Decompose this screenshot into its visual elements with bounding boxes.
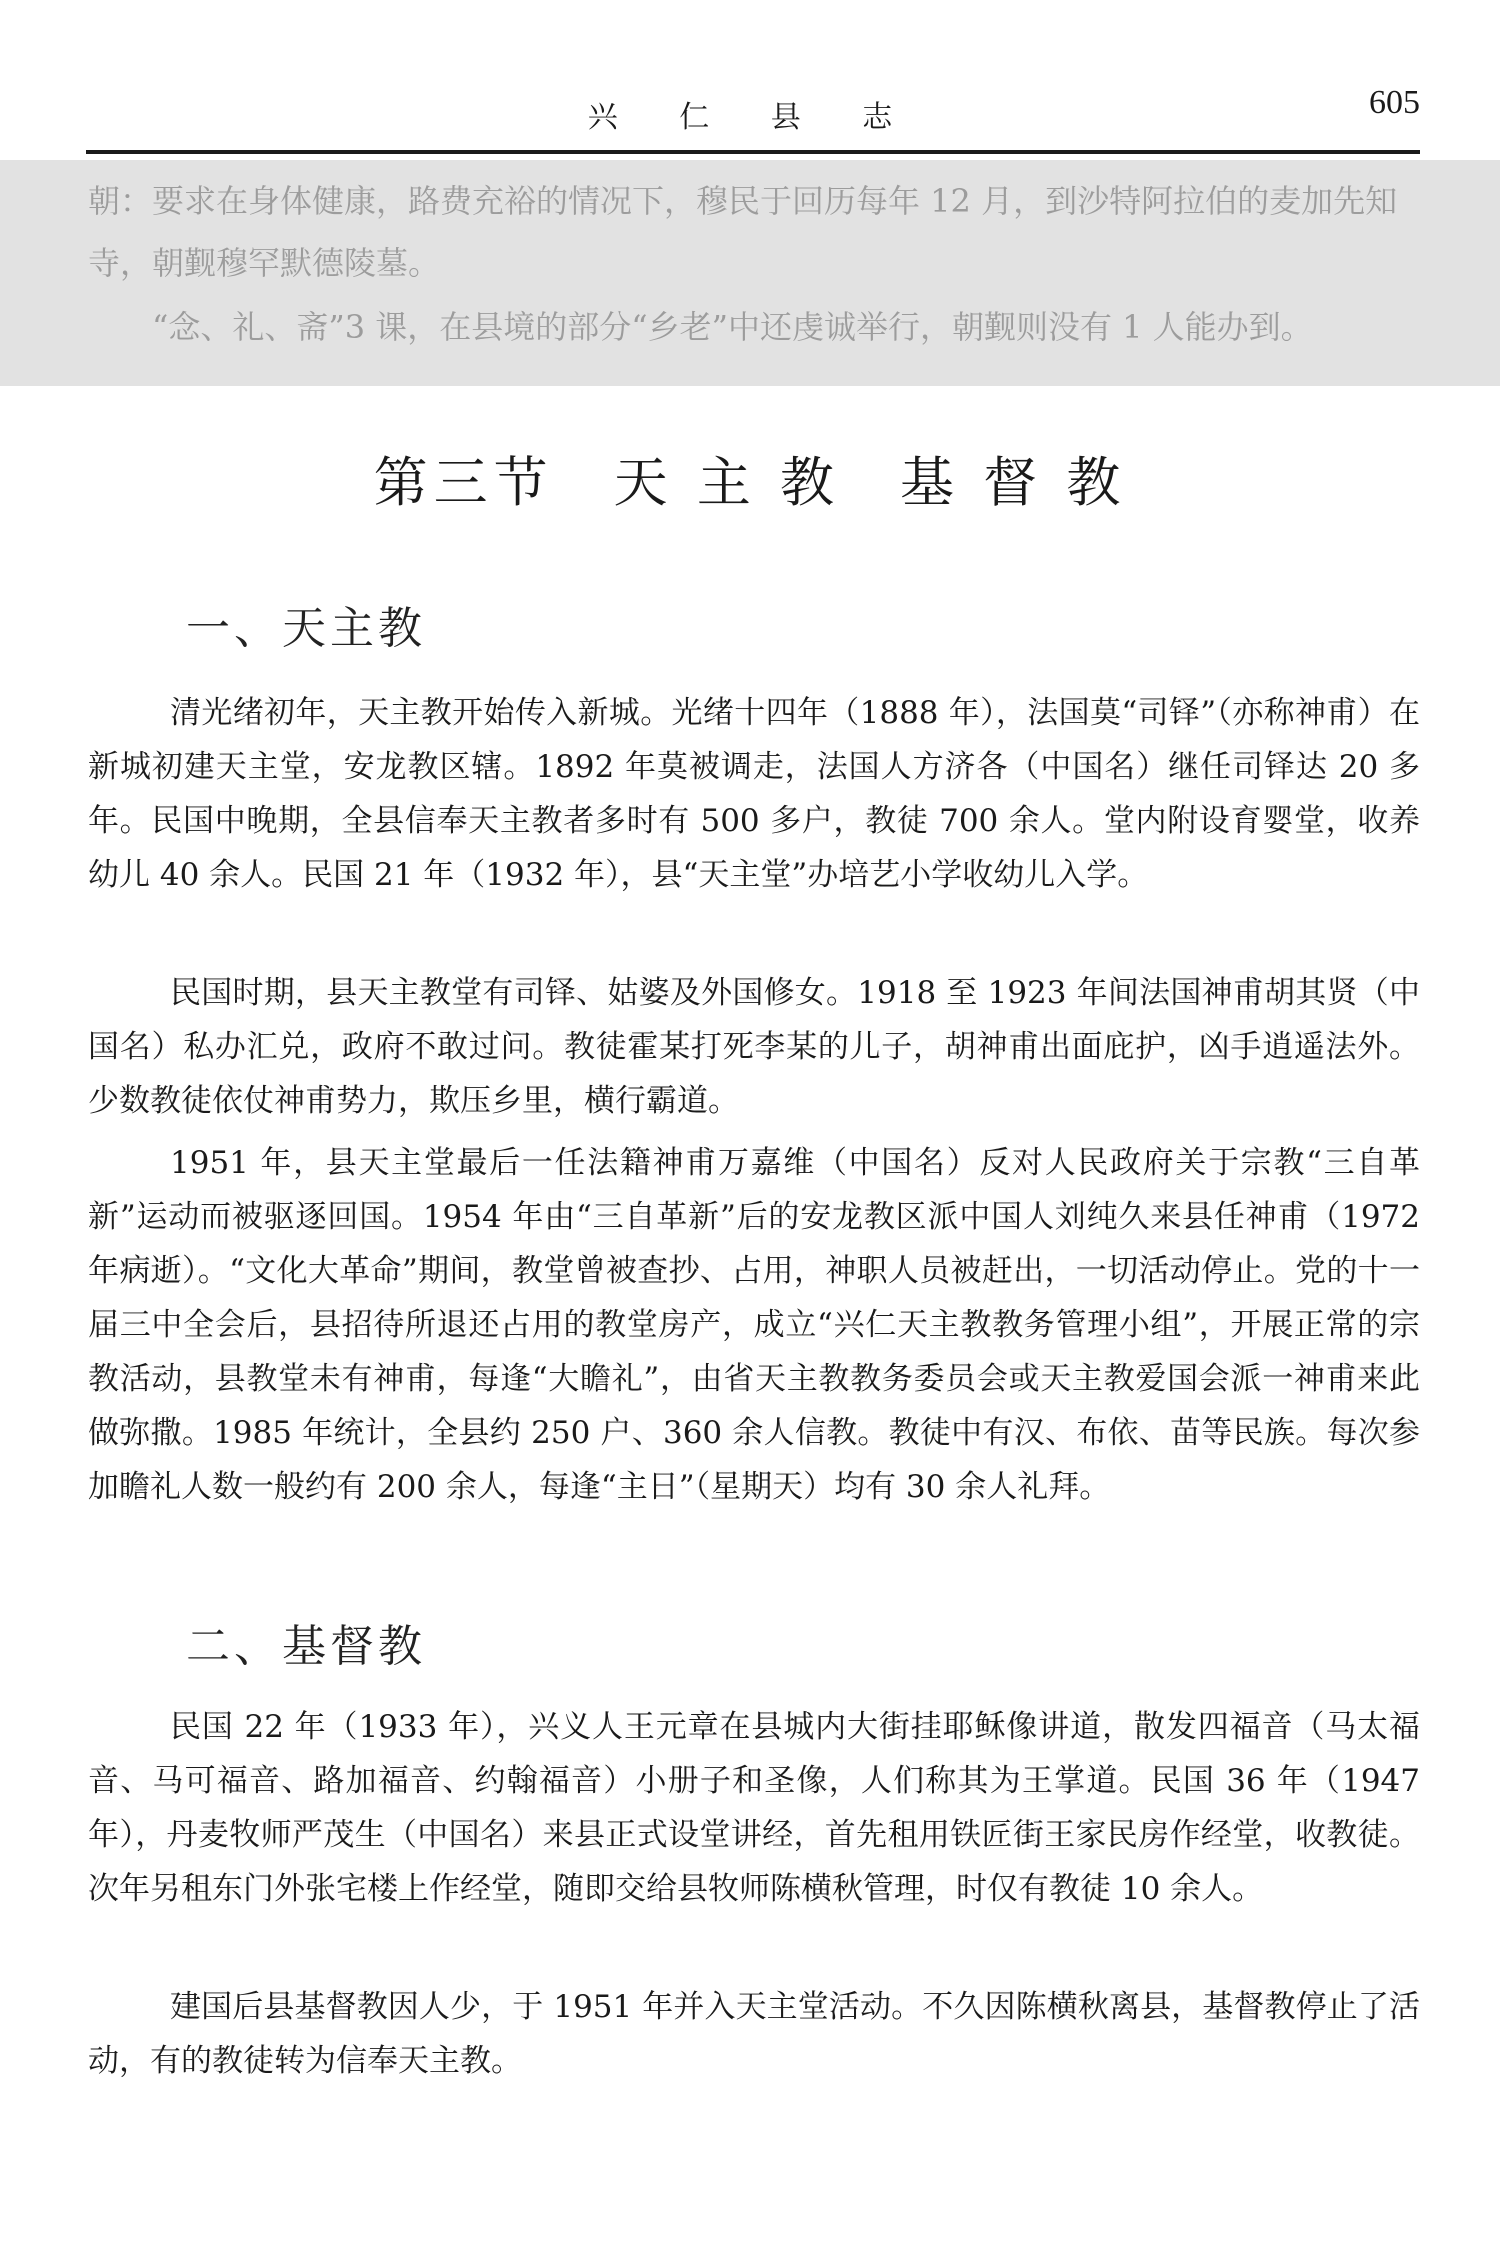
faded-paragraph: 朝：要求在身体健康，路费充裕的情况下，穆民于回历每年 12 月，到沙特阿拉伯的麦加先知寺，朝觐穆罕默德陵墓。 xyxy=(88,182,1398,282)
body-paragraph: 清光绪初年，天主教开始传入新城。光绪十四年（1888 年），法国莫“司铎”（亦称神甫）在新城初建天主堂，安龙教区辖。1892 年莫被调走，法国人方济各（中国名）继任司铎达 20 多年。民国中晚期，全县信奉天主教者多时有 500 多户，教徒 700 余人。堂内附设育婴堂，收养幼儿 40 余人。民国 21 年（1932 年），县“天主堂”办培艺小学收幼儿入学。 xyxy=(88,695,1420,893)
page-number: 605 xyxy=(1369,84,1420,121)
body-paragraph: 民国 22 年（1933 年），兴义人王元章在县城内大街挂耶稣像讲道，散发四福音（马太福音、马可福音、路加福音、约翰福音）小册子和圣像，人们称其为王掌道。民国 36 年（1947 年），丹麦牧师严茂生（中国名）来县正式设堂讲经，首先租用铁匠街王家民房作经堂，收教徒。次年另租东门外张宅楼上作经堂，随即交给县牧师陈横秋管理，时仅有教徒 10 余人。 xyxy=(88,1709,1420,1907)
body-paragraph: 民国时期，县天主教堂有司铎、姑婆及外国修女。1918 至 1923 年间法国神甫胡其贤（中国名）私办汇兑，政府不敢过问。教徒霍某打死李某的儿子，胡神甫出面庇护，凶手逍遥法外。少数教徒依仗神甫势力，欺压乡里，横行霸道。 xyxy=(88,975,1420,1119)
running-header xyxy=(86,78,1420,158)
body-paragraph: 建国后县基督教因人少，于 1951 年并入天主堂活动。不久因陈横秋离县，基督教停止了活动，有的教徒转为信奉天主教。 xyxy=(88,1989,1420,2079)
book-title: 兴 仁 县 志 xyxy=(587,100,919,135)
faded-paragraph: “念、礼、斋”3 课，在县境的部分“乡老”中还虔诚举行，朝觐则没有 1 人能办到。 xyxy=(152,308,1313,346)
section-title: 第三节 天 主 教 基 督 教 xyxy=(373,451,1127,514)
subsection-heading-christianity: 二、基督教 xyxy=(186,1621,426,1672)
body-paragraph: 1951 年，县天主堂最后一任法籍神甫万嘉维（中国名）反对人民政府关于宗教“三自革新”运动而被驱逐回国。1954 年由“三自革新”后的安龙教区派中国人刘纯久来县任神甫（1972 年病逝）。“文化大革命”期间，教堂曾被查抄、占用，神职人员被赶出，一切活动停止。党的十一届三中全会后，县招待所退还占用的教堂房产，成立“兴仁天主教教务管理小组”，开展正常的宗教活动，县教堂未有神甫，每逢“大瞻礼”，由省天主教教务委员会或天主教爱国会派一神甫来此做弥撒。1985 年统计，全县约 250 户、360 余人信教。教徒中有汉、布依、苗等民族。每次参加瞻礼人数一般约有 200 余人，每逢“主日”（星期天）均有 30 余人礼拜。 xyxy=(88,1145,1420,1505)
header-rule xyxy=(86,150,1420,154)
subsection-heading-catholicism: 一、天主教 xyxy=(186,603,426,654)
faded-continuation-block xyxy=(0,160,1500,386)
